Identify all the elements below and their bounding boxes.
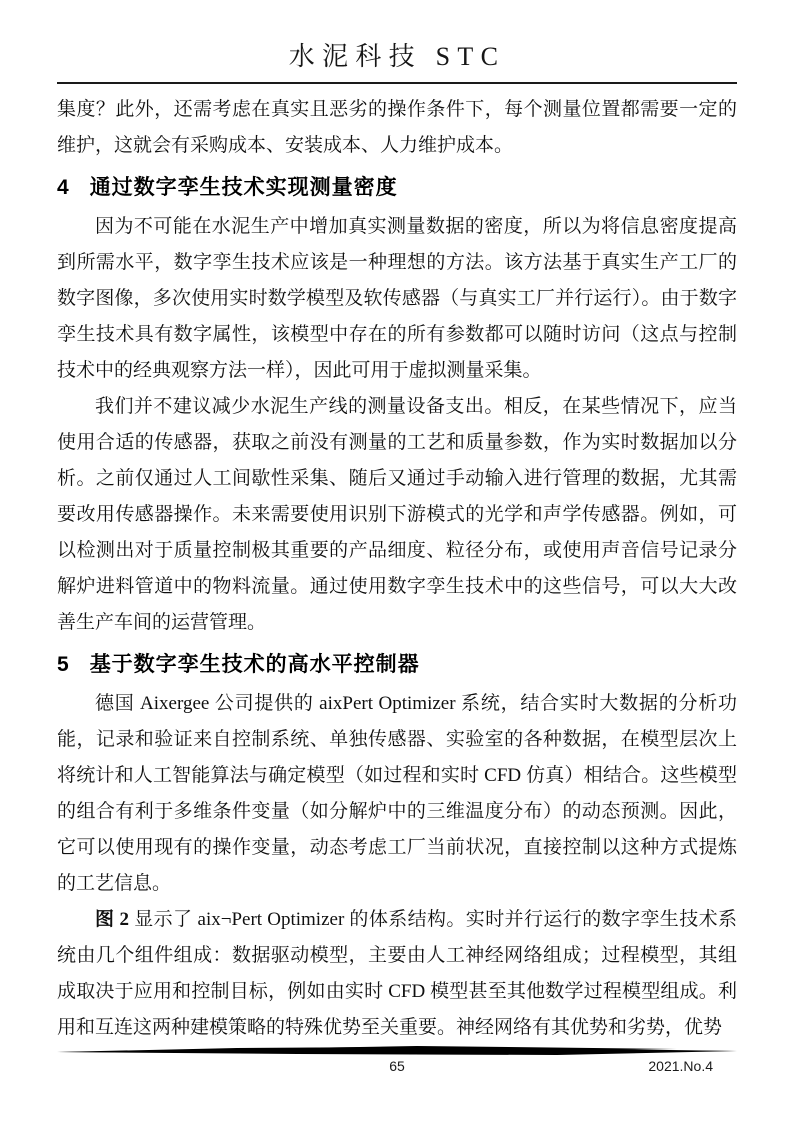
footer-decorative-bar xyxy=(57,1046,737,1056)
page-number: 65 xyxy=(389,1058,405,1074)
section-4-number: 4 xyxy=(57,176,70,199)
section-4-heading xyxy=(57,173,737,203)
footer-text-row xyxy=(57,1058,737,1078)
page-content xyxy=(57,0,737,1046)
figure-reference-label: 图 2 xyxy=(95,909,130,930)
journal-title: 水泥科技 STC xyxy=(288,42,506,71)
section-5-number: 5 xyxy=(57,653,70,676)
section-5-paragraph-1: 德国 Aixergee 公司提供的 aixPert Optimizer 系统，结合实时大数据的分析功能，记录和验证来自控制系统、单独传感器、实验室的各种数据，在模型层次上将统计和人工智能算法与确定模型（如过程和实时 CFD 仿真）相结合。这些模型的组合有利于多维条件变量（如分解炉中的三维温度分布）的动态预测。因此，它可以使用现有的操作变量，动态考虑工厂当前状况，直接控制以这种方式提炼的工艺信息。 xyxy=(57,693,737,894)
section-4-paragraph-2: 我们并不建议减少水泥生产线的测量设备支出。相反，在某些情况下，应当使用合适的传感器，获取之前没有测量的工艺和质量参数，作为实时数据加以分析。之前仅通过人工间歇性采集、随后又通过手动输入进行管理的数据，尤其需要改用传感器操作。未来需要使用识别下游模式的光学和声学传感器。例如，可以检测出对于质量控制极其重要的产品细度、粒径分布，或使用声音信号记录分解炉进料管道中的物料流量。通过使用数字孪生技术中的这些信号，可以大大改善生产车间的运营管理。 xyxy=(57,396,737,633)
section-4-title: 通过数字孪生技术实现测量密度 xyxy=(89,176,398,199)
figure-paragraph-text: 显示了 aix¬Pert Optimizer 的体系结构。实时并行运行的数字孪生技术系统由几个组件组成：数据驱动模型，主要由人工神经网络组成；过程模型，其组成取决于应用和控制目标，例如由实时 CFD 模型甚至其他数学过程模型组成。利用和互连这两种建模策略的特殊优势至关重要。神经网络有其优势和劣势，优势 xyxy=(57,909,737,1038)
section-5-figure-paragraph xyxy=(57,902,737,1046)
section-4-paragraph-1: 因为不可能在水泥生产中增加真实测量数据的密度，所以为将信息密度提高到所需水平，数字孪生技术应该是一种理想的方法。该方法基于真实生产工厂的数字图像，多次使用实时数学模型及软传感器（与真实工厂并行运行）。由于数字孪生技术具有数字属性，该模型中存在的所有参数都可以随时访问（这点与控制技术中的经典观察方法一样），因此可用于虚拟测量采集。 xyxy=(57,216,737,381)
issue-number: 2021.No.4 xyxy=(648,1058,713,1074)
section-5-heading xyxy=(57,650,737,680)
continuation-paragraph: 集度？此外，还需考虑在真实且恶劣的操作条件下，每个测量位置都需要一定的维护，这就会有采购成本、安装成本、人力维护成本。 xyxy=(57,99,737,156)
section-5-title: 基于数字孪生技术的高水平控制器 xyxy=(89,653,420,676)
page-footer xyxy=(57,1046,737,1078)
header-rule xyxy=(57,82,737,84)
article-body xyxy=(57,92,737,1046)
